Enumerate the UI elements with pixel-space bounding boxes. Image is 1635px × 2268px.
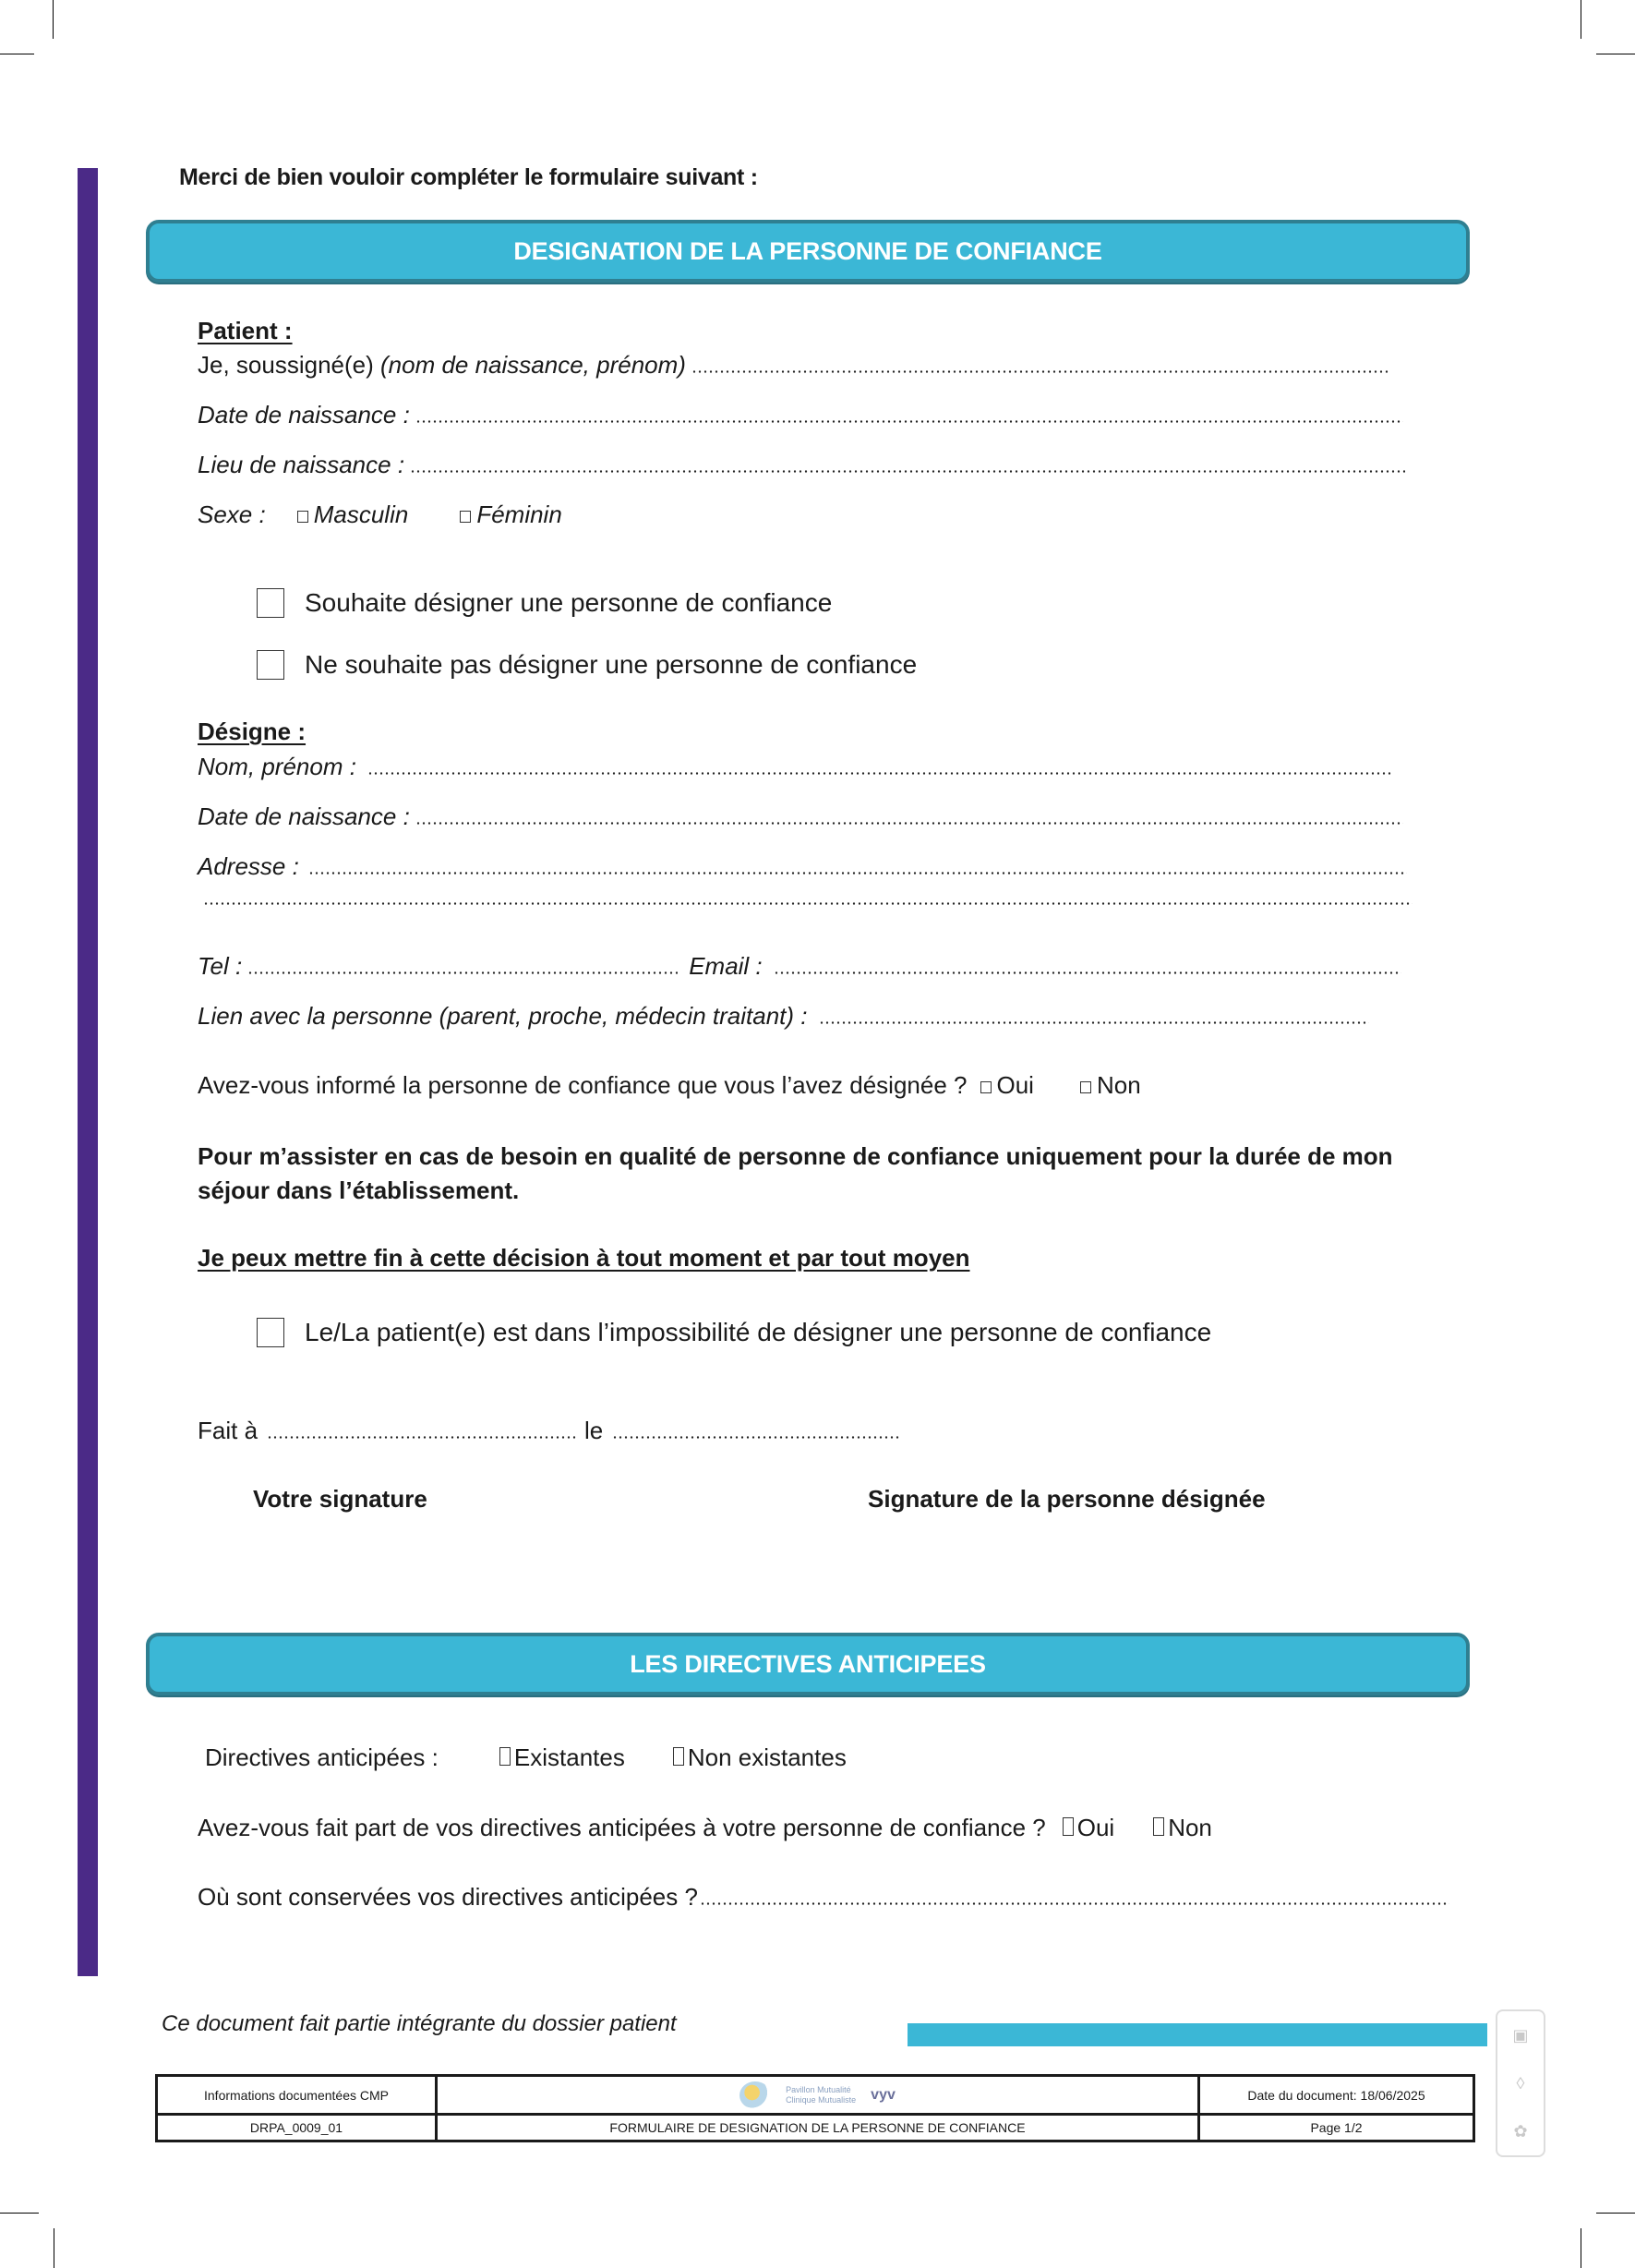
field-label-tel: Tel :	[198, 952, 243, 980]
designee-birthdate-field[interactable]	[198, 802, 1403, 831]
option-wish-designate[interactable]	[257, 588, 832, 618]
directives-option-existing[interactable]: Existantes	[499, 1743, 625, 1772]
directives-option-none[interactable]: Non existantes	[673, 1743, 847, 1772]
checkbox[interactable]	[257, 588, 284, 618]
informed-option-no[interactable]: Non	[1080, 1071, 1141, 1100]
field-label: Lieu de naissance :	[198, 451, 405, 478]
fill-line[interactable]	[203, 902, 1413, 905]
crop-mark	[0, 2213, 39, 2214]
designee-address-line2[interactable]	[203, 902, 1413, 905]
stamp-seal-icon: ✿	[1513, 2121, 1528, 2141]
question-label: Avez-vous fait part de vos directives anticipées à votre personne de confiance ?	[198, 1814, 1046, 1841]
checkbox[interactable]	[1063, 1817, 1074, 1836]
crop-mark	[1596, 2213, 1635, 2214]
assist-paragraph: Pour m’assister en cas de besoin en qualité de personne de confiance uniquement pour la durée de mon séjour dans l’établissement.	[198, 1142, 1393, 1204]
designee-heading: Désigne :	[198, 718, 307, 745]
footer-note: Ce document fait partie intégrante du dossier patient	[162, 2011, 677, 2036]
le-label: le	[584, 1417, 604, 1444]
side-accent-bar	[78, 168, 98, 1976]
page-number-cell: Page 1/2	[1199, 2115, 1474, 2141]
fill-line-place[interactable]	[267, 1436, 577, 1439]
crop-mark	[53, 0, 54, 39]
patient-birthdate-field[interactable]	[198, 401, 1403, 429]
fill-line[interactable]	[415, 822, 1403, 825]
checkbox[interactable]	[1080, 1081, 1091, 1093]
certification-stamp	[1496, 2009, 1545, 2157]
fill-line[interactable]	[819, 1021, 1369, 1024]
fill-line[interactable]	[410, 470, 1405, 473]
directives-shared-question	[198, 1814, 1212, 1842]
section-title: LES DIRECTIVES ANTICIPEES	[630, 1649, 986, 1678]
vyv-logo: vyv	[871, 2086, 896, 2103]
info-label-cell: Informations documentées CMP	[157, 2076, 437, 2115]
patient-heading: Patient :	[198, 317, 293, 344]
field-label: Sexe :	[198, 501, 266, 528]
fill-line-date[interactable]	[612, 1436, 900, 1439]
fill-line-email[interactable]	[774, 971, 1401, 974]
checkbox[interactable]	[1153, 1817, 1164, 1836]
designee-contact-field[interactable]	[198, 952, 1401, 981]
fill-line[interactable]	[700, 1902, 1449, 1905]
footer-accent-bar	[908, 2023, 1487, 2046]
sex-option-female[interactable]: Féminin	[460, 501, 561, 529]
doc-code-cell: DRPA_0009_01	[157, 2115, 437, 2141]
field-label: Lien avec la personne (parent, proche, médecin traitant) :	[198, 1002, 808, 1030]
directives-status-field	[205, 1743, 847, 1772]
field-label: Date de naissance :	[198, 802, 410, 830]
revocation-note: Je peux mettre fin à cette décision à tout moment et par tout moyen	[198, 1244, 970, 1272]
logo-cell	[437, 2076, 1199, 2115]
checkbox[interactable]	[257, 650, 284, 680]
shared-option-yes[interactable]: Oui	[1063, 1814, 1114, 1842]
checkbox[interactable]	[297, 511, 308, 523]
patient-sex-field	[198, 501, 562, 529]
checkbox[interactable]	[460, 511, 471, 523]
informed-question	[198, 1071, 1141, 1100]
patient-birthplace-field[interactable]	[198, 451, 1405, 479]
checkbox[interactable]	[257, 1318, 284, 1347]
designee-signature-label: Signature de la personne désignée	[868, 1485, 1266, 1513]
designee-address-field[interactable]	[198, 852, 1407, 881]
document-info-table	[155, 2074, 1475, 2142]
question-label: Avez-vous informé la personne de confiance que vous l’avez désignée ?	[198, 1071, 968, 1099]
fill-line[interactable]	[308, 872, 1407, 875]
checkbox[interactable]	[499, 1747, 511, 1766]
intro-text: Merci de bien vouloir compléter le formulaire suivant :	[179, 164, 758, 190]
designee-relation-field[interactable]	[198, 1002, 1369, 1031]
patient-name-field[interactable]	[198, 351, 1389, 380]
field-label-email: Email :	[689, 952, 763, 980]
designee-name-field[interactable]	[198, 753, 1392, 781]
place-date-field[interactable]	[198, 1417, 900, 1445]
sex-option-male[interactable]: Masculin	[297, 501, 409, 529]
stamp-icon: ▣	[1512, 2025, 1529, 2045]
fill-line[interactable]	[691, 370, 1389, 373]
doc-title-cell: FORMULAIRE DE DESIGNATION DE LA PERSONNE DE CONFIANCE	[437, 2115, 1199, 2141]
option-label: Ne souhaite pas désigner une personne de confiance	[305, 650, 918, 679]
field-label: Nom, prénom :	[198, 753, 356, 780]
field-label: Je, soussigné(e)	[198, 351, 380, 379]
stamp-drop-icon: ◊	[1516, 2073, 1525, 2093]
checkbox[interactable]	[673, 1747, 684, 1766]
clinic-logo-icon	[739, 2081, 771, 2109]
patient-signature-label: Votre signature	[253, 1485, 427, 1513]
field-label: Date de naissance :	[198, 401, 410, 428]
checkbox[interactable]	[980, 1081, 992, 1093]
section-header-designation	[146, 220, 1470, 283]
field-hint: (nom de naissance, prénom)	[379, 351, 686, 379]
option-label: Souhaite désigner une personne de confiance	[305, 588, 833, 617]
clinic-logo-text: Pavillon Mutualité Clinique Mutualiste	[786, 2084, 857, 2105]
field-label: Adresse :	[198, 852, 299, 880]
fill-line-tel[interactable]	[247, 971, 678, 974]
section-title: DESIGNATION DE LA PERSONNE DE CONFIANCE	[513, 236, 1102, 265]
informed-option-yes[interactable]: Oui	[980, 1071, 1034, 1100]
option-label: Le/La patient(e) est dans l’impossibilité de désigner une personne de confiance	[305, 1318, 1212, 1346]
fait-a-label: Fait à	[198, 1417, 258, 1444]
option-no-wish-designate[interactable]	[257, 650, 917, 680]
field-label: Directives anticipées :	[205, 1743, 439, 1771]
option-impossibility[interactable]	[257, 1318, 1211, 1347]
fill-line[interactable]	[415, 420, 1403, 423]
question-label: Où sont conservées vos directives anticipées ?	[198, 1883, 698, 1911]
shared-option-no[interactable]: Non	[1153, 1814, 1212, 1842]
section-header-directives	[146, 1633, 1470, 1695]
directives-location-field[interactable]	[198, 1883, 1449, 1912]
doc-date-cell: Date du document: 18/06/2025	[1199, 2076, 1474, 2115]
fill-line[interactable]	[367, 772, 1392, 775]
